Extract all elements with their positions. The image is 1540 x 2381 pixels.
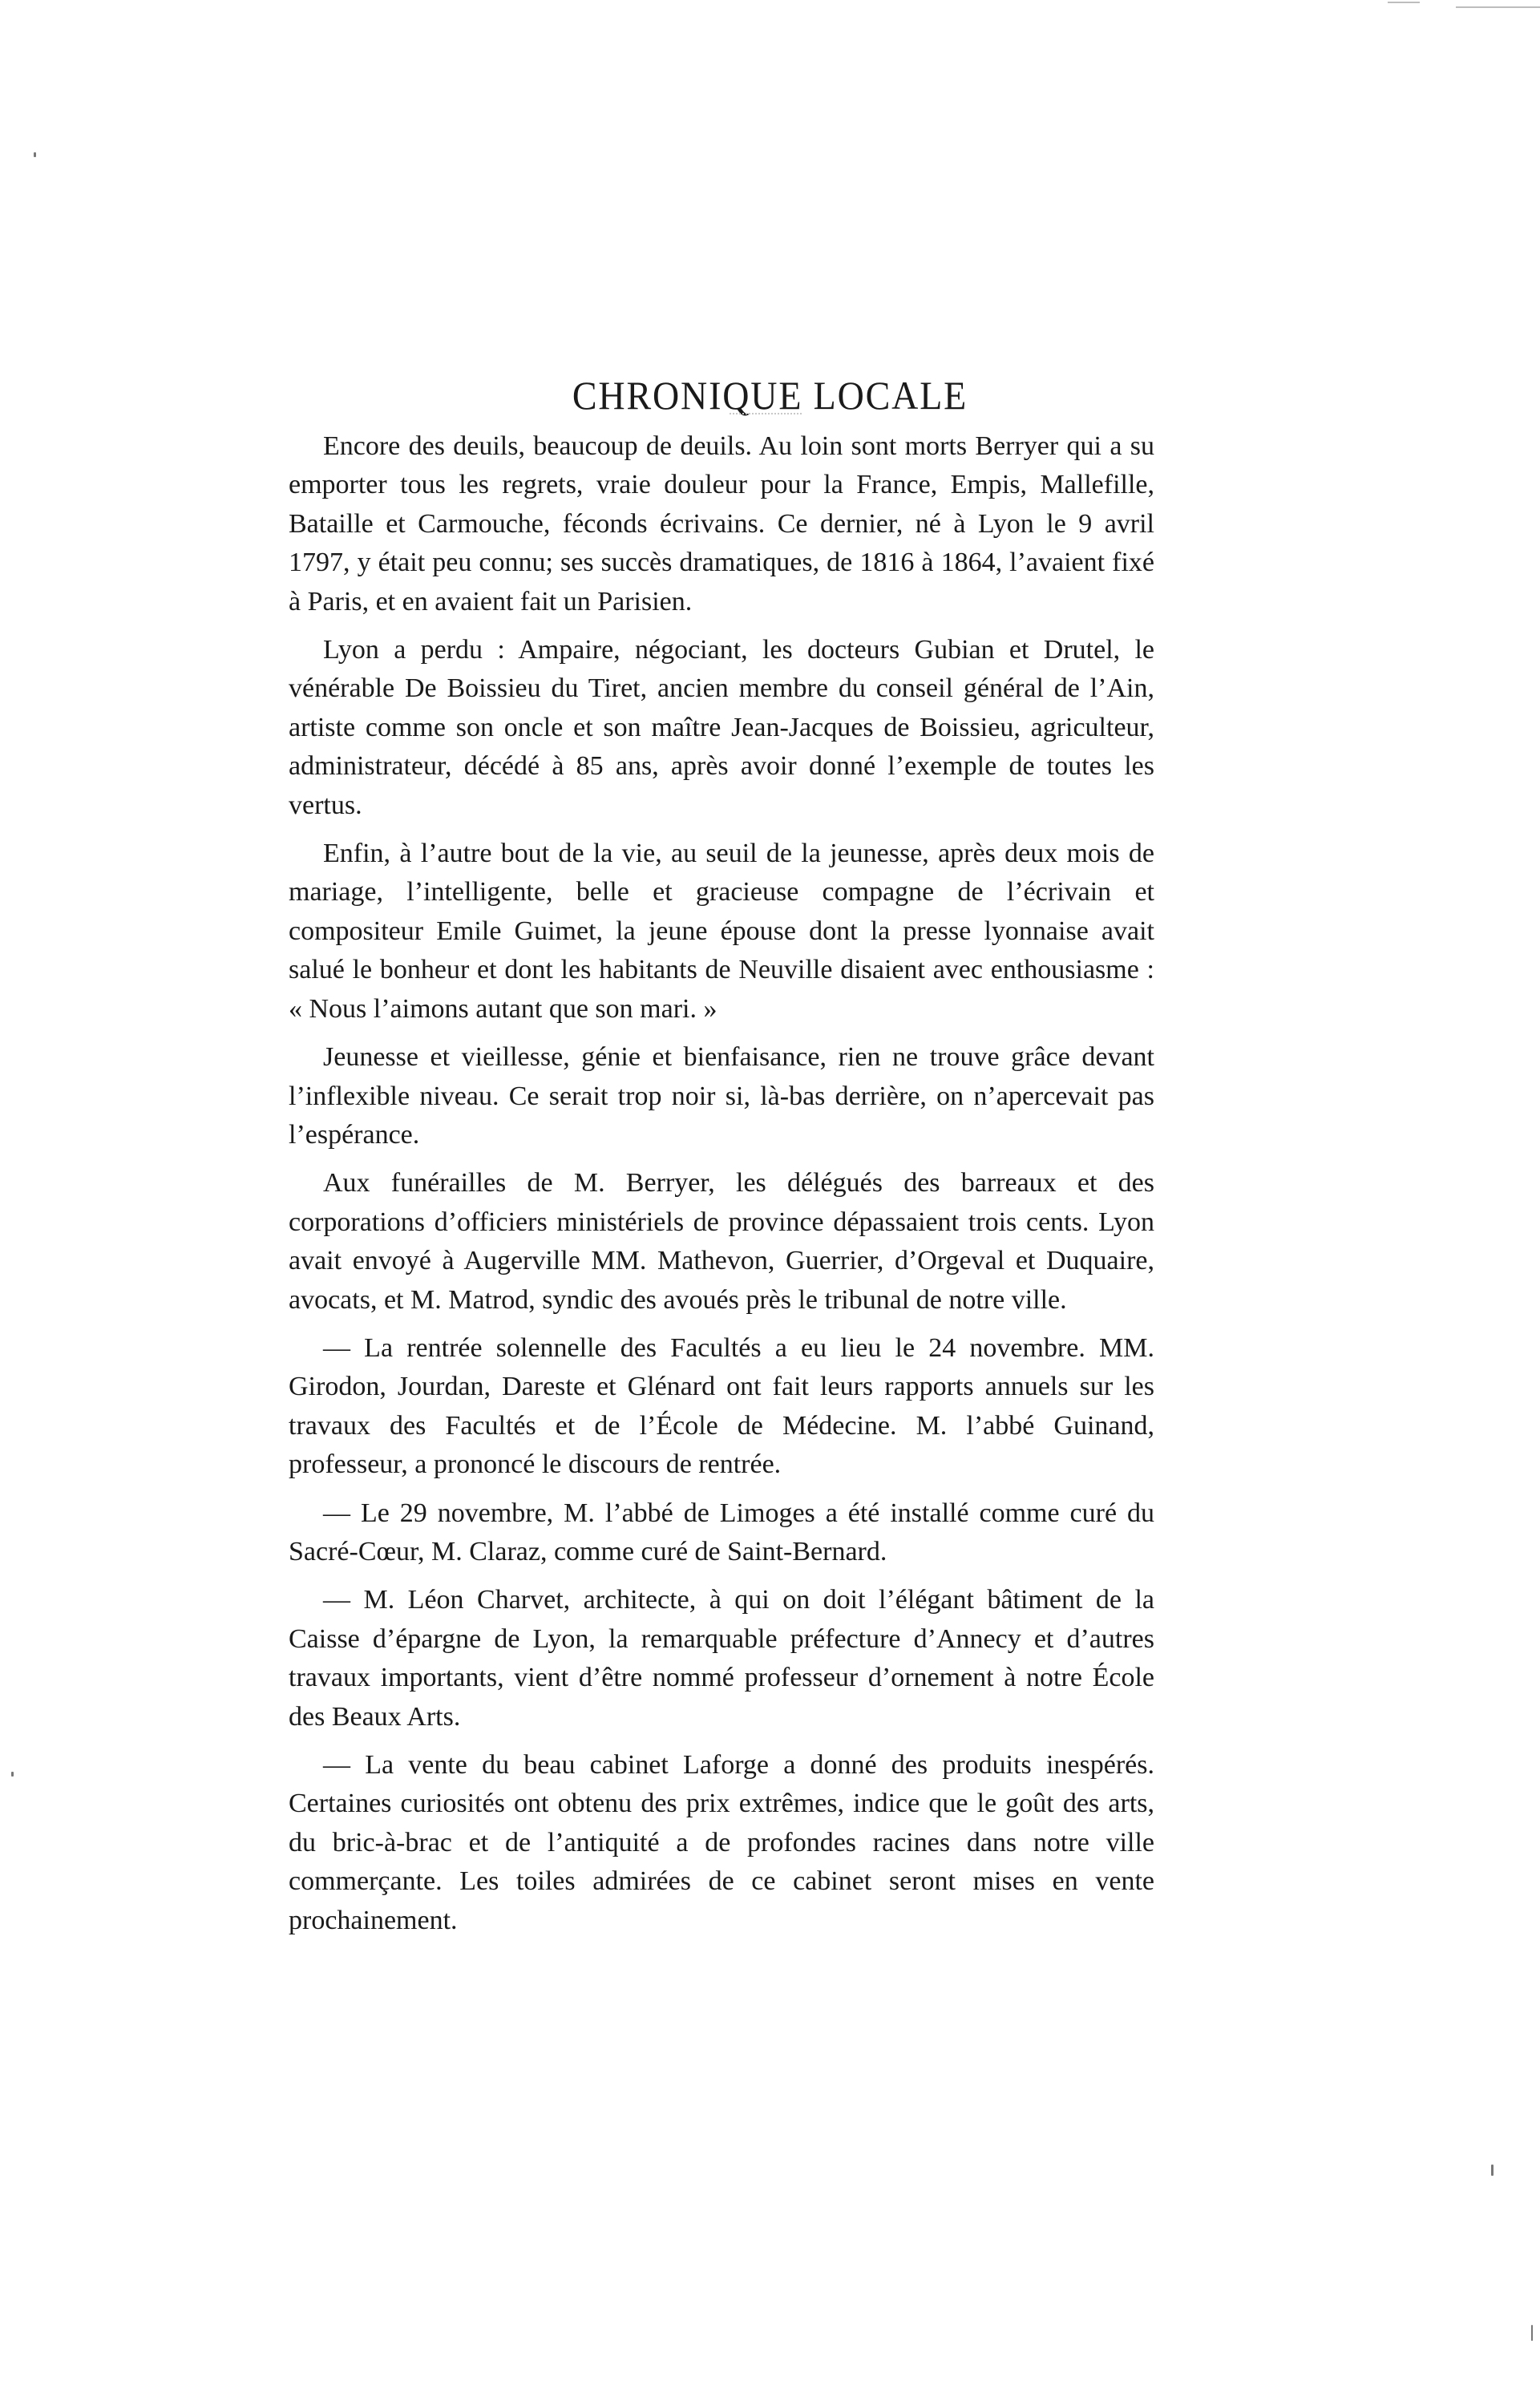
scan-speck <box>1531 2325 1533 2341</box>
scan-edge-line <box>1456 6 1540 8</box>
scan-edge-line <box>1388 2 1420 3</box>
paragraph: Lyon a perdu : Ampaire, négociant, les docteurs Gubian et Drutel, le vénérable De Boissieu du Tiret, ancien membre du conseil général de l’Ain, artiste comme son oncle et son maître Jean-Jacques de Boissieu, agriculteur, administrateur, décédé à 85 ans, après avoir donné l’exemple de toutes les vertus. <box>289 635 1154 820</box>
article-body <box>289 427 1154 1950</box>
paragraph: — La rentrée solennelle des Facultés a eu lieu le 24 novembre. MM. Girodon, Jourdan, Dareste et Glénard ont fait leurs rapports annuels sur les travaux des Facultés et de l’École de Médecine. M. l’abbé Guinand, professeur, a prononcé le discours de rentrée. <box>289 1332 1154 1480</box>
scan-speck <box>34 152 36 157</box>
paragraph: — La vente du beau cabinet Laforge a donné des produits inespérés. Certaines curiosités ont obtenu des prix extrêmes, indice que le goût des arts, du bric-à-brac et de l’antiquité a de profondes racines dans notre ville commerçante. Les toiles admirées de ce cabinet seront mises en vente prochainement. <box>289 1750 1154 1935</box>
paragraph: Jeunesse et vieillesse, génie et bienfaisance, rien ne trouve grâce devant l’inflexible niveau. Ce serait trop noir si, là-bas derrière, on n’apercevait pas l’espérance. <box>289 1042 1154 1150</box>
paragraph: Encore des deuils, beaucoup de deuils. Au loin sont morts Berryer qui a su emporter tous les regrets, vraie douleur pour la France, Empis, Mallefille, Bataille et Carmouche, féconds écrivains. Ce dernier, né à Lyon le 9 avril 1797, y était peu connu; ses succès dramatiques, de 1816 à 1864, l’avaient fixé à Paris, et en avaient fait un Parisien. <box>289 431 1154 616</box>
paragraph: Enfin, à l’autre bout de la vie, au seuil de la jeunesse, après deux mois de mariage, l’intelligente, belle et gracieuse compagne de l’écrivain et compositeur Emile Guimet, la jeune épouse dont la presse lyonnaise avait salué le bonheur et dont les habitants de Neuville disaient avec enthousiasme : « Nous l’aimons autant que son mari. » <box>289 839 1154 1024</box>
paragraph: Aux funérailles de M. Berryer, les délégués des barreaux et des corporations d’officiers ministériels de province dépassaient trois cents. Lyon avait envoyé à Augerville MM. Mathevon, Guerrier, d’Orgeval et Duquaire, avocats, et M. Matrod, syndic des avoués près le tribunal de notre ville. <box>289 1168 1154 1315</box>
scan-speck <box>11 1772 14 1777</box>
scan-speck <box>1491 2165 1494 2176</box>
paragraph: — Le 29 novembre, M. l’abbé de Limoges a été installé comme curé du Sacré-Cœur, M. Claraz, comme curé de Saint-Bernard. <box>289 1498 1154 1566</box>
paragraph: — M. Léon Charvet, architecte, à qui on doit l’élégant bâtiment de la Caisse d’épargne de Lyon, la remarquable préfecture d’Annecy et d’autres travaux importants, vient d’être nommé professeur d’ornement à notre École des Beaux Arts. <box>289 1585 1154 1732</box>
title-divider <box>730 413 802 414</box>
page-title: CHRONIQUE LOCALE <box>572 372 968 418</box>
